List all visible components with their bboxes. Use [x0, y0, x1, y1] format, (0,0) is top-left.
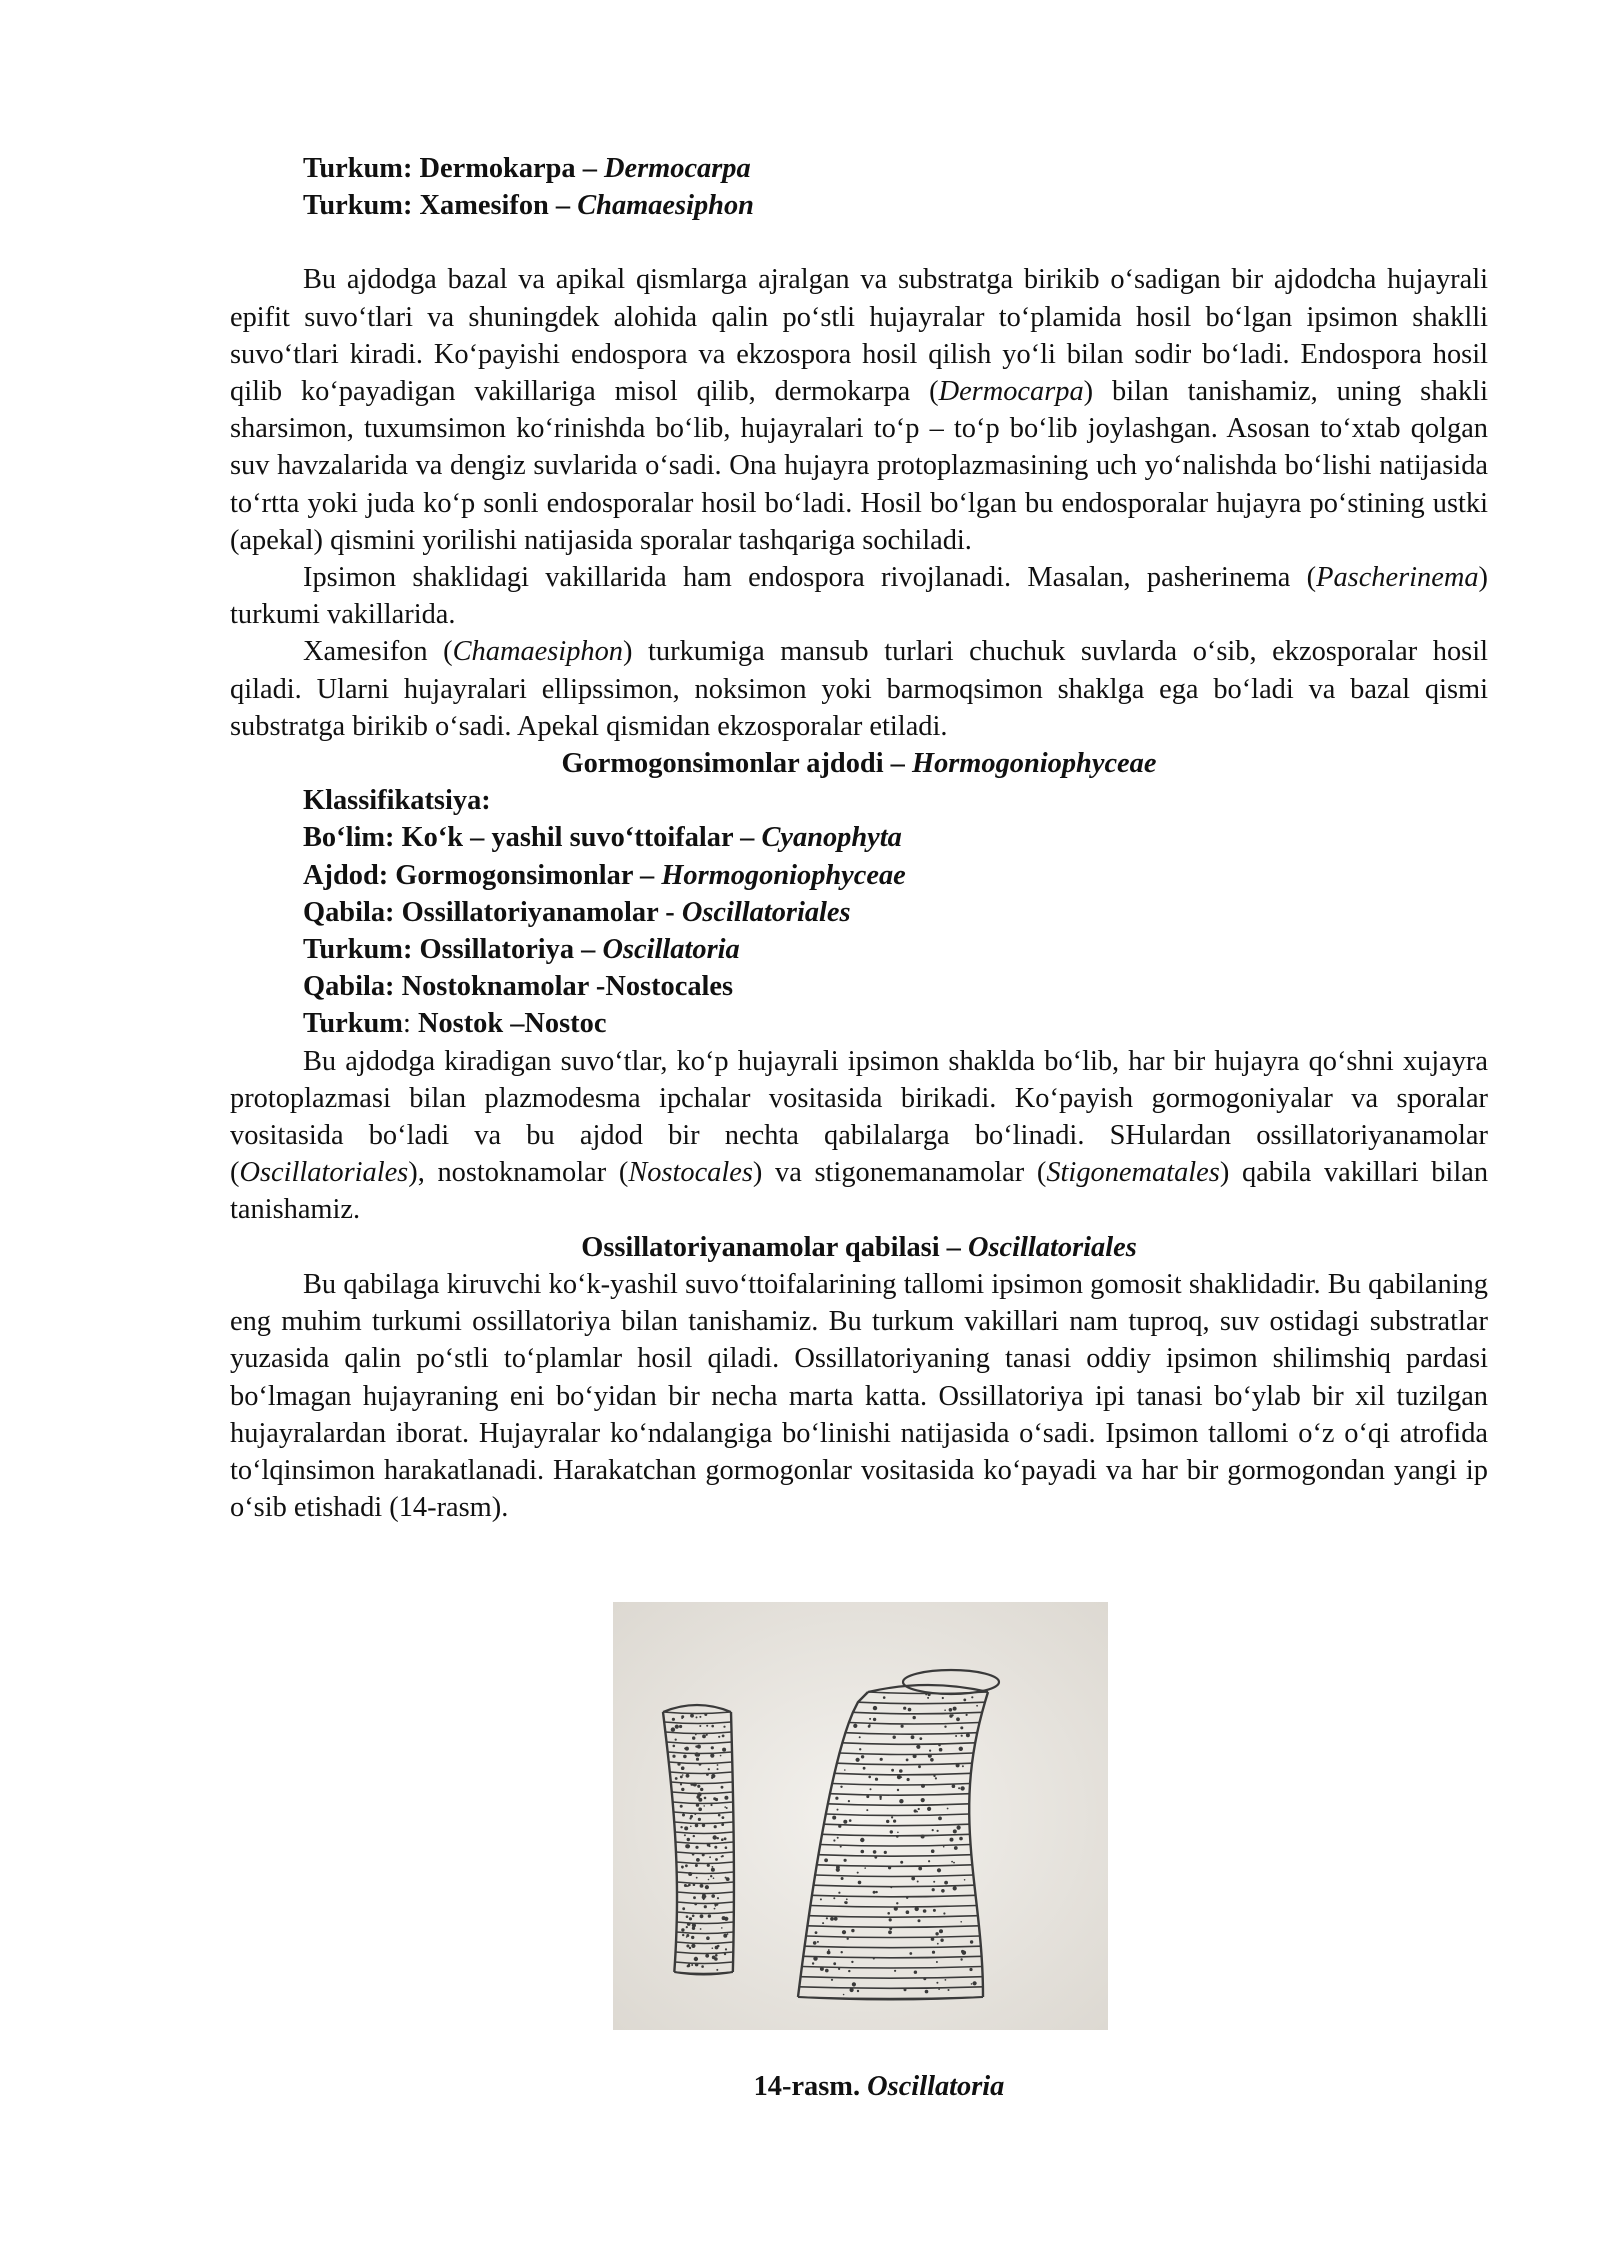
- heading-chamaesiphon: Turkum: Xamesifon – Chamaesiphon: [303, 190, 754, 222]
- paragraph-3: Xamesifon (Chamaesiphon) turkumiga mansub turlari chuchuk suvlarda o‘sib, ekzosporalar hosil qiladi. Ularni hujayralari ellipssimon, noksimon yoki barmoqsimon shaklga ega bo‘ladi va bazal qismi substratga birikib o‘sadi. Apekal qismidan ekzosporalar etiladi.: [230, 636, 1489, 742]
- classification-item: Ajdod: Gormogonsimonlar – Hormogoniophyceae: [303, 859, 906, 891]
- paragraph-4: Bu ajdodga kiradigan suvo‘tlar, ko‘p hujayrali ipsimon shaklda bo‘lib, har bir hujayra qo‘shni xujayra protoplazmasi bilan plazmodesma ipchalar vositasida birikadi. Ko‘payish gormogoniyalar va sporalar vositasida bo‘ladi va bu ajdod bir nechta qabilalarga bo‘linadi. SHulardan ossillatoriyanamolar (Oscillatoriales), nostoknamolar (Nostocales) va stigonemanamolar (Stigonematales) qabila vakillari bilan tanishamiz.: [230, 1045, 1489, 1226]
- oscillatoria-drawing: [613, 1602, 1108, 2030]
- figure-oscillatoria-photo: [613, 1602, 1108, 2030]
- paragraph-2: Ipsimon shaklidagi vakillarida ham endospora rivojlanadi. Masalan, pasherinema (Pascherinema) turkumi vakillarida.: [230, 562, 1488, 631]
- section-heading-hormogoniophyceae: Gormogonsimonlar ajdodi – Hormogoniophyceae: [561, 748, 1157, 780]
- paragraph-1: Bu ajdodga bazal va apikal qismlarga ajralgan va substratga birikib o‘sadigan bir ajdodcha hujayrali epifit suvo‘tlari va shuningdek alohida qalin po‘stli hujayralar to‘plamida hosil bo‘lgan ipsimon shaklli suvo‘tlari kiradi. Ko‘payishi endospora va ekzospora hosil qilish yo‘li bilan sodir bo‘ladi. Endospora hosil qilib ko‘payadigan vakillariga misol qilib, dermokarpa (Dermocarpa) bilan tanishamiz, uning shakli sharsimon, tuxumsimon ko‘rinishda bo‘lib, hujayralari to‘p – to‘p bo‘lib joylashgan. Asosan to‘xtab qolgan suv havzalarida va dengiz suvlarida o‘sadi. Ona hujayra protoplazmasining uch yo‘nalishda bo‘lishi natijasida to‘rtta yoki juda ko‘p sonli endosporalar hosil bo‘ladi. Hosil bo‘lgan bu endosporalar hujayra po‘stining ustki (apekal) qismini yorilishi natijasida sporalar tashqariga sochiladi.: [230, 264, 1488, 556]
- classification-item: Qabila: Ossillatoriyanamolar - Oscillatoriales: [303, 896, 851, 928]
- heading-dermocarpa: Turkum: Dermokarpa – Dermocarpa: [303, 153, 751, 184]
- classification-item: Qabila: Nostoknamolar -Nostocales: [303, 971, 734, 1003]
- document-body: [230, 150, 1488, 1526]
- classification-item: Turkum: Ossillatoriya – Oscillatoria: [303, 934, 740, 966]
- classification-item-last: Turkum: Nostok –Nostoc: [303, 1008, 607, 1040]
- classification-item: Bo‘lim: Ko‘k – yashil suvo‘ttoifalar – Cyanophyta: [303, 822, 902, 854]
- figure-caption: 14-rasm. Oscillatoria: [753, 2071, 1005, 2102]
- classification-title: Klassifikatsiya:: [303, 785, 491, 817]
- section-heading-oscillatoriales: Ossillatoriyanamolar qabilasi – Oscillatoriales: [581, 1231, 1137, 1263]
- paragraph-5: Bu qabilaga kiruvchi ko‘k-yashil suvo‘ttoifalarining tallomi ipsimon gomosit shaklidadir. Bu qabilaning eng muhim turkumi ossillatoriya bilan tanishamiz. Bu turkum vakillari nam tuproq, suv ostidagi substratlar yuzasida qalin po‘stli to‘plamlar hosil qiladi. Ossillatoriyaning tanasi oddiy ipsimon shilimshiq pardasi bo‘lmagan hujayraning eni bo‘yidan bir necha marta katta. Ossillatoriya ipi tanasi bo‘ylab bir xil tuzilgan hujayralardan iborat. Hujayralar ko‘ndalangiga bo‘linishi natijasida o‘sadi. Ipsimon tallomi o‘z o‘qi atrofida to‘lqinsimon harakatlanadi. Harakatchan gormogonlar vositasida ko‘payadi va har bir gormogondan yangi ip o‘sib etishadi (14-rasm).: [230, 1268, 1488, 1524]
